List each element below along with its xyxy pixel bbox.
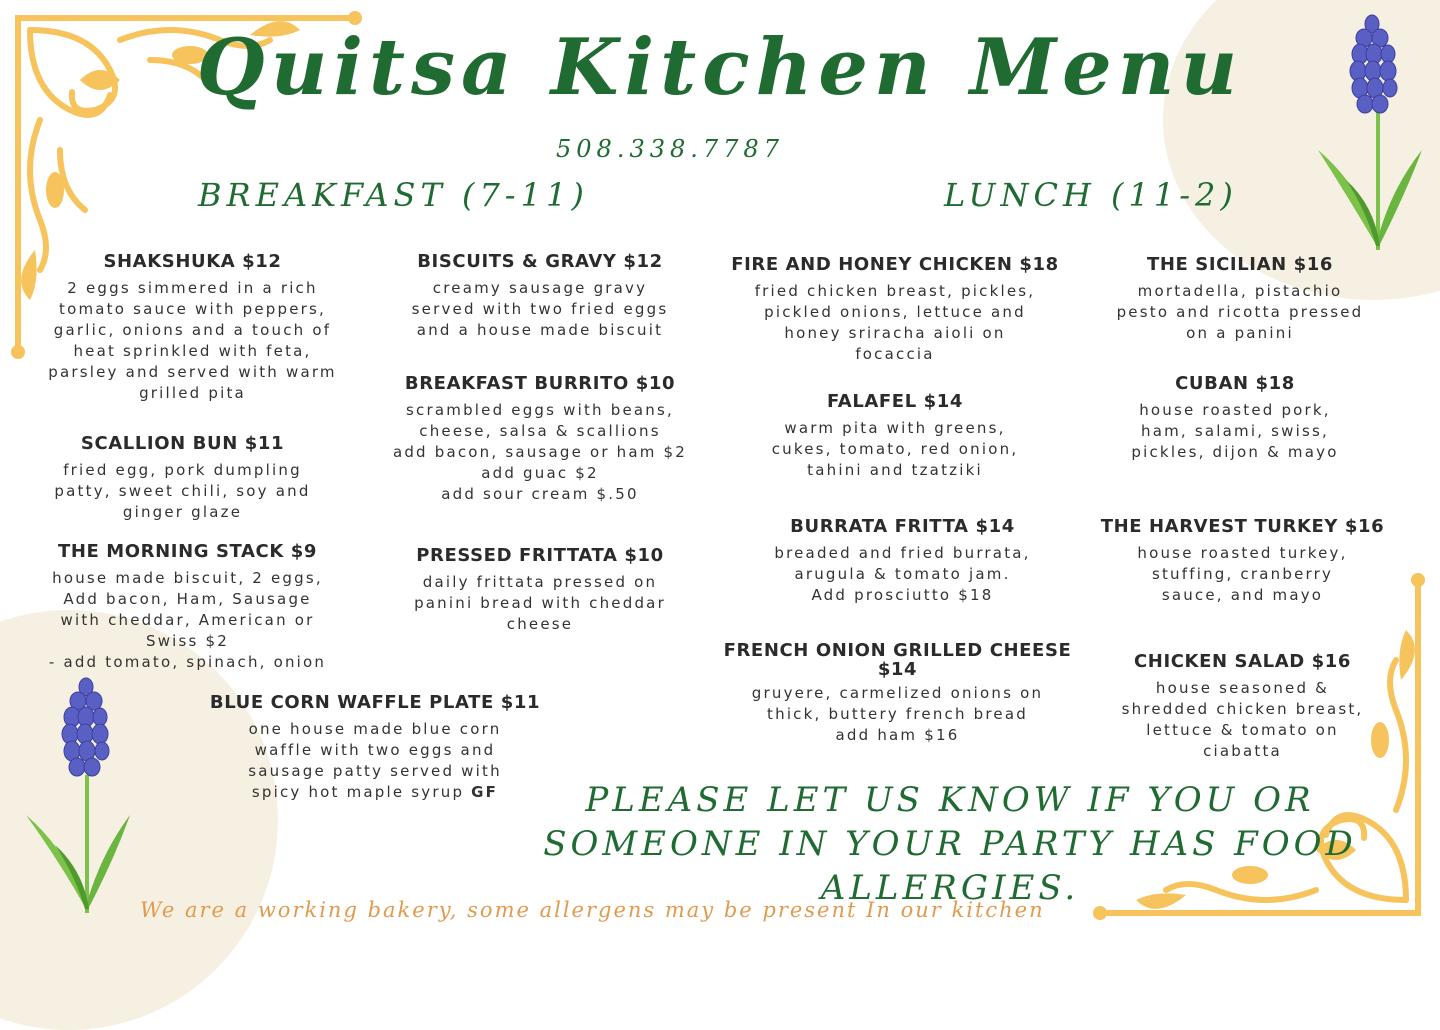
bakery-allergen-footer: We are a working bakery, some allergens may be present In our kitchen bbox=[140, 898, 1045, 922]
item-name: SHAKSHUKA $12 bbox=[103, 251, 282, 272]
menu-item-cuban bbox=[1090, 372, 1380, 463]
item-name: FRENCH ONION GRILLED CHEESE $14 bbox=[723, 640, 1072, 680]
item-name: BLUE CORN WAFFLE PLATE $11 bbox=[209, 692, 541, 713]
item-name: CHICKEN SALAD $16 bbox=[1133, 651, 1352, 672]
menu-item-chicken-salad bbox=[1090, 650, 1395, 762]
item-name: PRESSED FRITTATA $10 bbox=[416, 545, 664, 566]
item-description: fried egg, pork dumpling patty, sweet chili, soy and ginger glaze bbox=[54, 461, 311, 521]
item-description: house roasted turkey, stuffing, cranberry sauce, and mayo bbox=[1137, 544, 1348, 604]
item-description: breaded and fried burrata, arugula & tomato jam. Add prosciutto $18 bbox=[774, 544, 1031, 604]
item-description: house seasoned & shredded chicken breast, lettuce & tomato on ciabatta bbox=[1121, 679, 1364, 760]
phone-number: 508.338.7787 bbox=[556, 135, 784, 163]
menu-item-falafel bbox=[720, 390, 1070, 481]
allergy-notice: PLEASE LET US KNOW IF YOU OR SOMEONE IN YOUR PARTY HAS FOOD ALLERGIES. bbox=[543, 780, 1357, 908]
item-name: BURRATA FRITTA $14 bbox=[790, 516, 1015, 537]
breakfast-heading: BREAKFAST (7-11) bbox=[198, 176, 589, 214]
menu-item-shakshuka bbox=[20, 250, 365, 404]
menu-item-scallion-bun bbox=[20, 432, 345, 523]
item-description: daily frittata pressed on panini bread with cheddar cheese bbox=[414, 573, 666, 633]
menu-item-biscuits-gravy bbox=[370, 250, 710, 341]
menu-item-french-onion-grilled-cheese bbox=[715, 641, 1080, 746]
item-description: house made biscuit, 2 eggs, Add bacon, Ham, Sausage with cheddar, American or Swiss $2 - add tomato, spinach, onion bbox=[48, 569, 327, 671]
item-description: 2 eggs simmered in a rich tomato sauce with peppers, garlic, onions and a touch of heat sprinkled with feta, parsley and served with warm grilled pita bbox=[48, 279, 337, 402]
menu-item-pressed-frittata bbox=[370, 544, 710, 635]
menu-item-morning-stack bbox=[20, 540, 355, 673]
item-name: THE HARVEST TURKEY $16 bbox=[1100, 516, 1385, 537]
lunch-heading: LUNCH (11-2) bbox=[944, 176, 1238, 214]
item-name: THE SICILIAN $16 bbox=[1146, 254, 1334, 275]
item-name: CUBAN $18 bbox=[1175, 373, 1295, 394]
item-name: FALAFEL $14 bbox=[826, 391, 964, 412]
item-description: one house made blue corn waffle with two eggs and sausage patty served with spicy hot maple syrup GF bbox=[248, 720, 502, 801]
item-description: mortadella, pistachio pesto and ricotta pressed on a panini bbox=[1116, 282, 1364, 342]
item-name: THE MORNING STACK $9 bbox=[57, 541, 318, 562]
item-name: SCALLION BUN $11 bbox=[80, 433, 285, 454]
gluten-free-tag: GF bbox=[471, 783, 499, 801]
menu-item-burrata-fritta bbox=[720, 515, 1085, 606]
item-description: creamy sausage gravy served with two fried eggs and a house made biscuit bbox=[411, 279, 669, 339]
menu-item-blue-corn-waffle bbox=[205, 691, 545, 803]
item-description: house roasted pork, ham, salami, swiss, pickles, dijon & mayo bbox=[1131, 401, 1339, 461]
item-description: warm pita with greens, cukes, tomato, red onion, tahini and tzatziki bbox=[771, 419, 1019, 479]
menu-item-the-sicilian bbox=[1090, 253, 1390, 344]
menu-item-fire-honey-chicken bbox=[720, 253, 1070, 365]
item-name: BREAKFAST BURRITO $10 bbox=[404, 373, 676, 394]
grape-hyacinth-flower-icon bbox=[22, 675, 142, 920]
item-name: FIRE AND HONEY CHICKEN $18 bbox=[731, 254, 1059, 275]
item-description: fried chicken breast, pickles, pickled onions, lettuce and honey sriracha aioli on focaccia bbox=[754, 282, 1036, 363]
item-description: gruyere, carmelized onions on thick, buttery french bread add ham $16 bbox=[751, 684, 1044, 744]
menu-item-harvest-turkey bbox=[1090, 515, 1395, 606]
menu-title: Quitsa Kitchen Menu bbox=[196, 22, 1244, 113]
item-name: BISCUITS & GRAVY $12 bbox=[417, 251, 663, 272]
menu-item-breakfast-burrito bbox=[370, 372, 710, 505]
item-description: scrambled eggs with beans, cheese, salsa & scallions add bacon, sausage or ham $2 add guac $2 add sour cream $.50 bbox=[392, 401, 688, 503]
